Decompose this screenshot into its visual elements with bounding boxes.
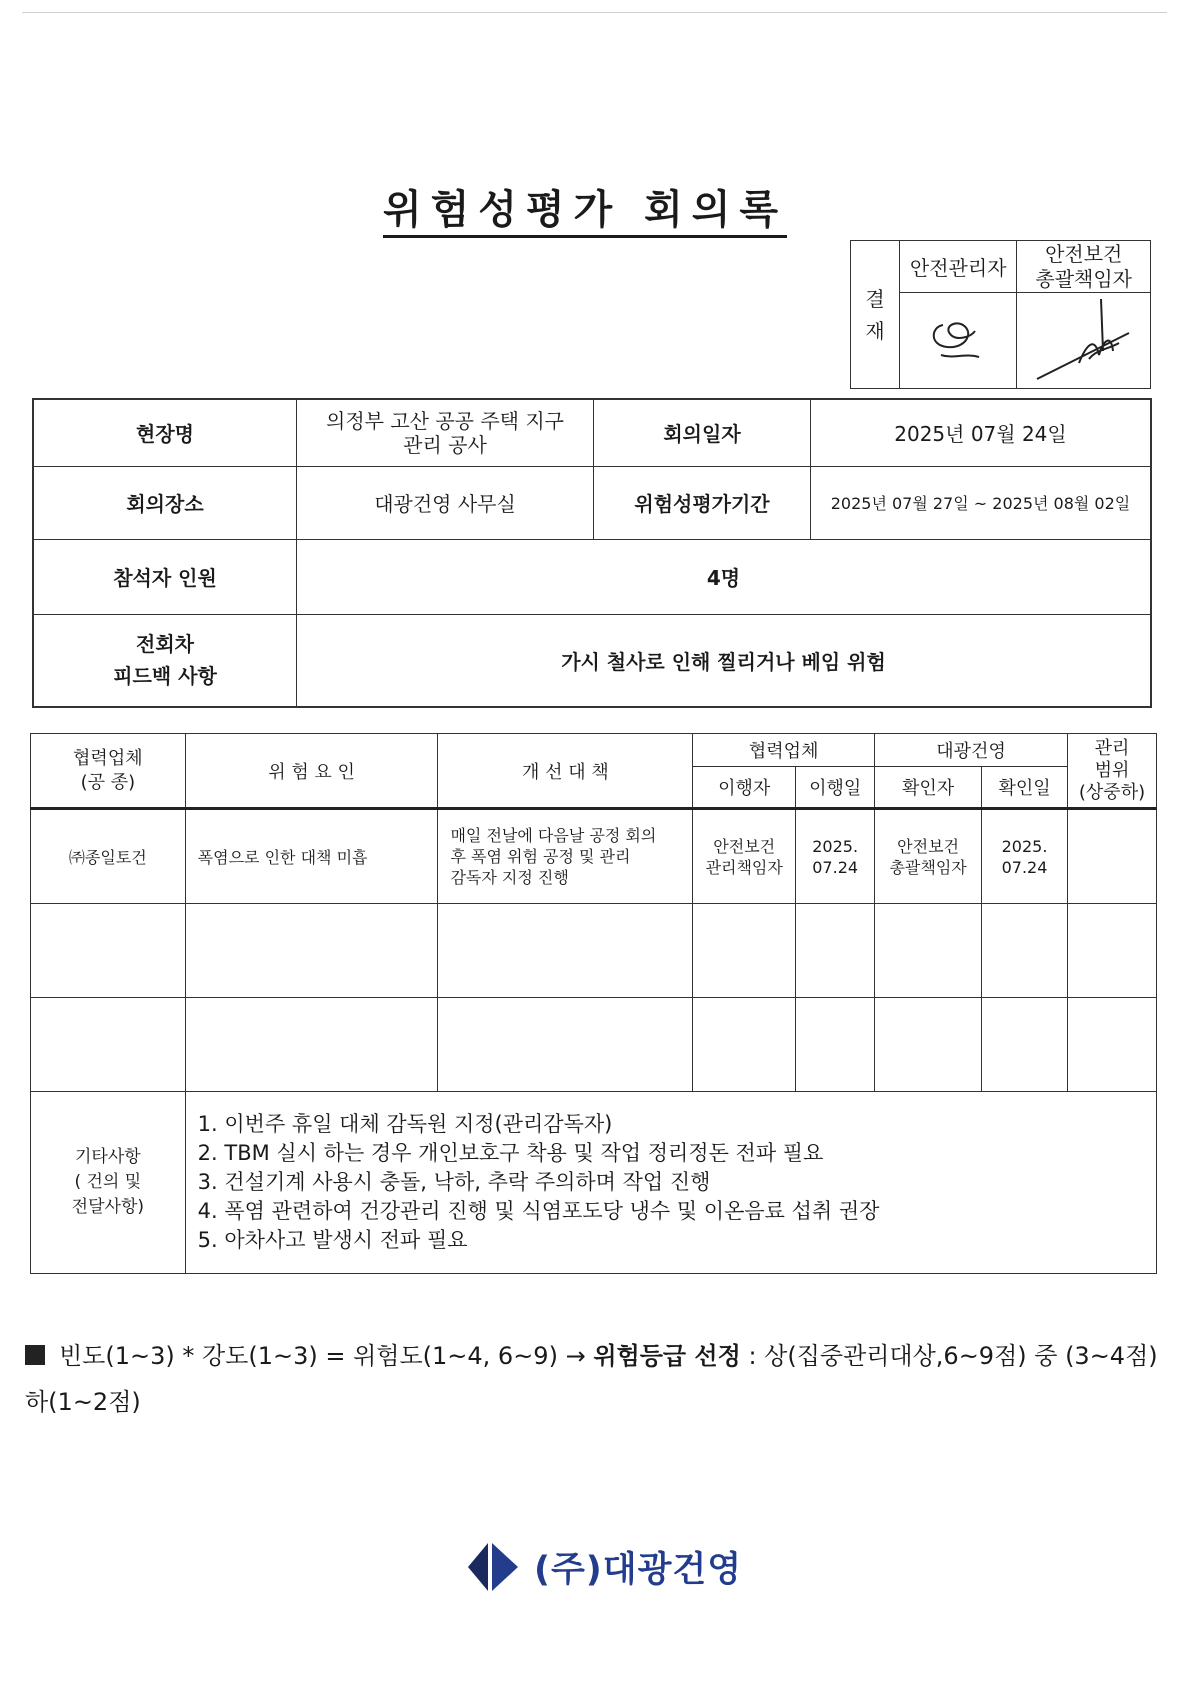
row1-partner: ㈜종일토건 xyxy=(31,809,186,904)
place-value: 대광건영 사무실 xyxy=(297,466,594,539)
header-checker: 확인자 xyxy=(875,767,982,809)
row1-risk: 폭염으로 인한 대책 미흡 xyxy=(185,809,438,904)
top-rule xyxy=(22,12,1167,13)
feedback-label: 전회차 피드백 사항 xyxy=(33,614,297,707)
header-partner: 협력업체 (공 종) xyxy=(31,734,186,809)
signature-1-icon xyxy=(913,303,1003,373)
site-label: 현장명 xyxy=(33,399,297,466)
table-row xyxy=(31,998,1157,1092)
list-item: 5. 아차사고 발생시 전파 필요 xyxy=(197,1228,468,1252)
approval-signature-1 xyxy=(900,293,1017,389)
table-row xyxy=(31,809,1157,904)
approval-side-label: 결 재 xyxy=(851,241,900,389)
approval-signature-2 xyxy=(1017,293,1151,389)
date-label: 회의일자 xyxy=(594,399,811,466)
meeting-info-table xyxy=(32,398,1152,708)
table-row xyxy=(31,904,1157,998)
signature-2-icon xyxy=(1029,293,1139,383)
attendees-label: 참석자 인원 xyxy=(33,539,297,614)
approval-col-general-manager: 안전보건 총괄책임자 xyxy=(1017,241,1151,293)
list-item: 1. 이번주 휴일 대체 감독원 지정(관리감독자) xyxy=(197,1112,613,1136)
row1-perform-date: 2025. 07.24 xyxy=(796,809,875,904)
header-group-daekwang: 대광건영 xyxy=(875,734,1068,767)
header-performer: 이행자 xyxy=(693,767,796,809)
header-perform-date: 이행일 xyxy=(796,767,875,809)
company-logo-text: (주)대광건영 xyxy=(534,1550,743,1590)
approval-box xyxy=(850,240,1151,389)
company-logo-icon xyxy=(466,1539,524,1595)
row1-performer: 안전보건 관리책임자 xyxy=(693,809,796,904)
list-item: 4. 폭염 관련하여 건강관리 진행 및 식염포도당 냉수 및 이온음료 섭취 권장 xyxy=(197,1199,880,1223)
notes-label: 기타사항 ( 건의 및 전달사항) xyxy=(31,1092,186,1274)
list-item: 3. 건설기계 사용시 충돌, 낙하, 추락 주의하며 작업 진행 xyxy=(197,1170,711,1194)
assessment-table xyxy=(30,733,1157,1274)
header-scope: 관리 범위 (상중하) xyxy=(1068,734,1157,809)
approval-col-safety-manager: 안전관리자 xyxy=(900,241,1017,293)
date-value: 2025년 07월 24일 xyxy=(811,399,1152,466)
row1-checker: 안전보건 총괄책임자 xyxy=(875,809,982,904)
company-logo xyxy=(466,1538,742,1596)
header-group-partner: 협력업체 xyxy=(693,734,875,767)
header-risk: 위 험 요 인 xyxy=(185,734,438,809)
period-label: 위험성평가기간 xyxy=(594,466,811,539)
risk-formula: 빈도(1~3) * 강도(1~3) = 위험도(1~4, 6~9) → 위험등급 선정 : 상(집중관리대상,6~9점) 중 (3~4점) 하(1~2점) xyxy=(25,1342,1158,1416)
notes-list xyxy=(185,1092,1156,1274)
header-improve: 개 선 대 책 xyxy=(438,734,693,809)
header-check-date: 확인일 xyxy=(982,767,1068,809)
row1-check-date: 2025. 07.24 xyxy=(982,809,1068,904)
period-value: 2025년 07월 27일 ~ 2025년 08월 02일 xyxy=(811,466,1152,539)
square-bullet-icon xyxy=(25,1345,45,1365)
site-value: 의정부 고산 공공 주택 지구 관리 공사 xyxy=(297,399,594,466)
attendees-value: 4명 xyxy=(297,539,1152,614)
feedback-value: 가시 철사로 인해 찔리거나 베임 위험 xyxy=(297,614,1152,707)
list-item: 2. TBM 실시 하는 경우 개인보호구 착용 및 작업 정리정돈 전파 필요 xyxy=(197,1141,824,1165)
page-title: 위험성평가 회의록 xyxy=(360,178,810,235)
place-label: 회의장소 xyxy=(33,466,297,539)
row1-improve: 매일 전날에 다음날 공정 회의 후 폭염 위험 공정 및 관리 감독자 지정 진행 xyxy=(438,809,693,904)
row1-scope xyxy=(1068,809,1157,904)
